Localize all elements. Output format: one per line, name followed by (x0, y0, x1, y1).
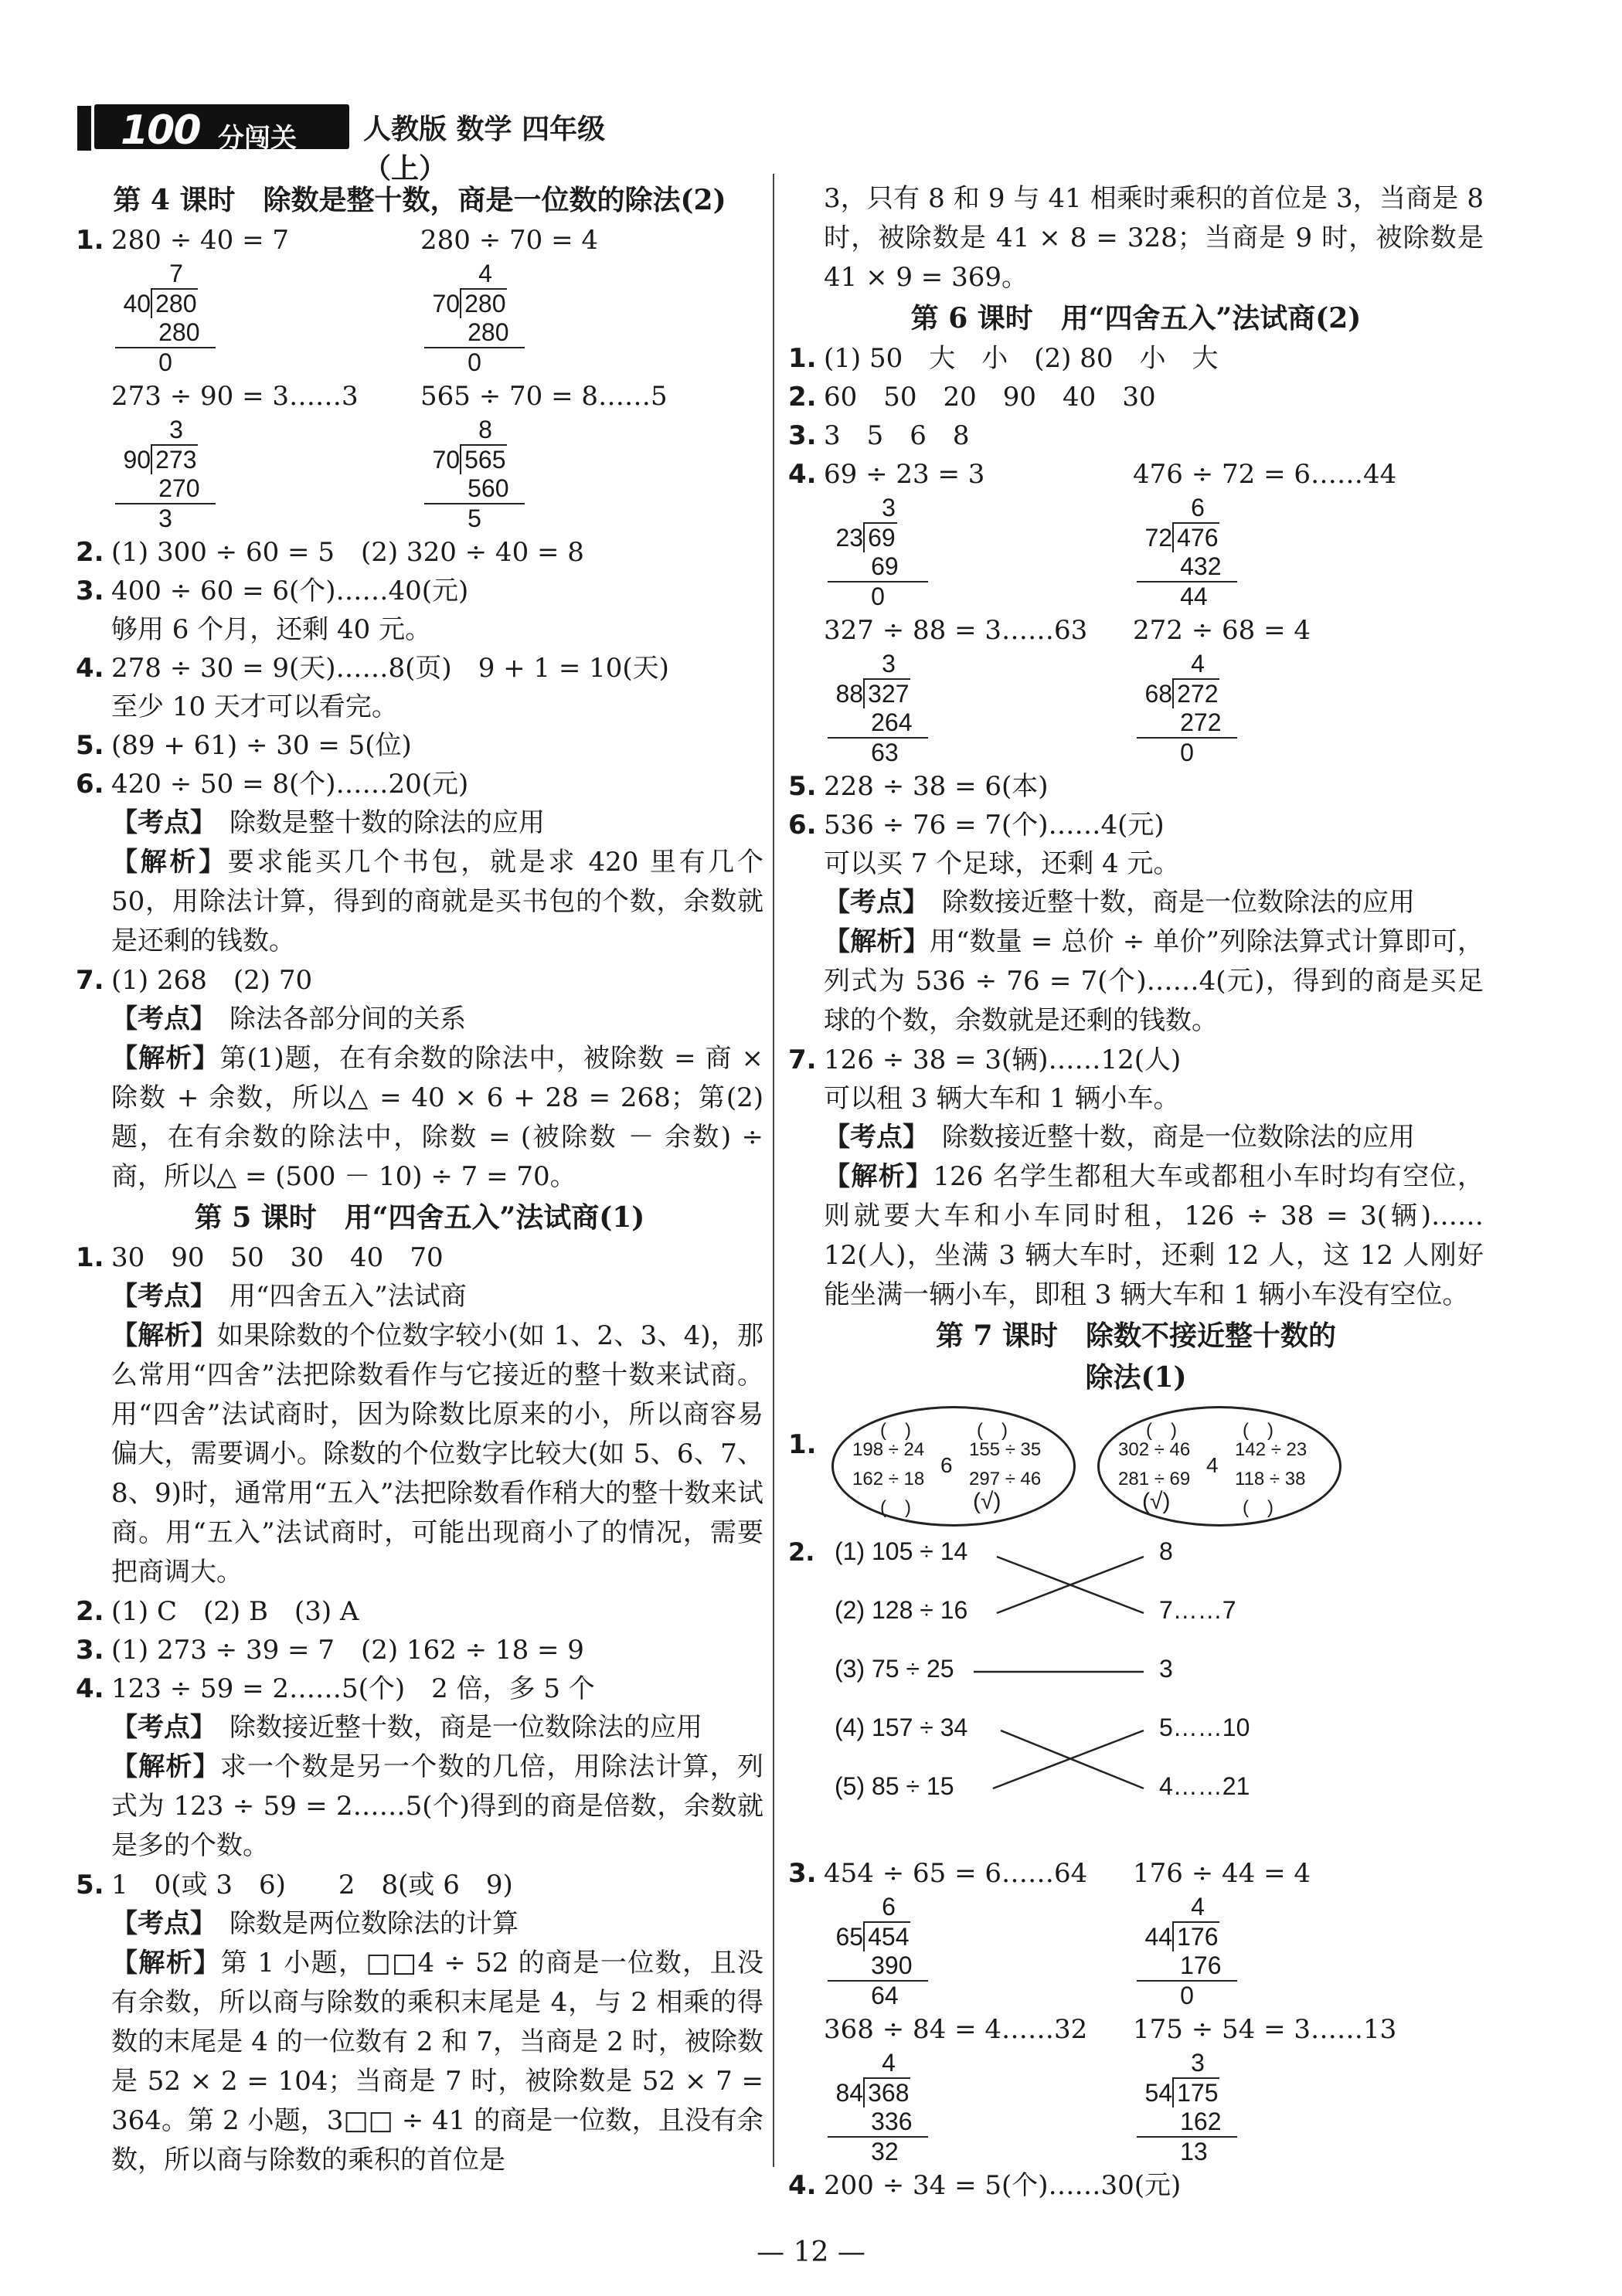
s7-q3-row2: 368 ÷ 84 = 4……32 175 ÷ 54 = 3……13 (824, 2014, 1397, 2045)
s4-q7-kaodian: 【考点】 除法各部分间的关系 (111, 1004, 466, 1034)
s5-q5-jiexi: 【解析】第 1 小题，□□4 ÷ 52 的商是一位数，且没有余数，所以商与除数的乘积末尾是 4，与 2 相乘的得数的末尾是 4 的一位数有 2 和 7，当商是 2 时，被除数是 52 × 2 = 104；当商是 7 时，被除数是 52 × 7 = 364。第 2 小题，3□□ ÷ 41 的商是一位数，且没有余数，所以商与除数的乘积的首位是 (111, 1948, 763, 2175)
section-title-4: 第 4 课时 除数是整十数，商是一位数的除法(2) (113, 184, 726, 216)
s4-q1-row2: 273 ÷ 90 = 3……3 565 ÷ 70 = 8……5 (111, 381, 668, 412)
s7-q3-long-division-a (788, 1893, 1484, 2010)
matching-lines (788, 1522, 1484, 1854)
s5-q1: 1. 30 90 50 30 40 70 (76, 1242, 444, 1273)
s5-q1-jiexi: 【解析】如果除数的个位数字较小(如 1、2、3、4)，那么常用“四舍”法把除数看作与它接近的整十数来试商。用“四舍”法试商时，因为除数比原来的小，所以商容易偏大，需要调小。除数的个位数字比较大(如 5、6、7、8、9)时，通常用“五入”法把除数看作稍大的整十数来试商。用“五入”法试商时，可能出现商小了的情况，需要把商调大。 (111, 1320, 763, 1588)
s6-q7-kaodian: 【考点】 除数接近整十数，商是一位数除法的应用 (824, 1122, 1415, 1153)
s5-q2: 2. (1) C (2) B (3) A (76, 1596, 359, 1627)
section-title-7: 第 7 课时 除数不接近整十数的 (935, 1320, 1337, 1352)
s6-q6-answer: 可以买 7 个足球，还剩 4 元。 (824, 848, 1180, 879)
logo (94, 104, 349, 154)
long-division: 6 72 476 432 44 (1137, 494, 1446, 611)
page-header (77, 97, 618, 185)
section-title-6: 第 6 课时 用“四舍五入”法试商(2) (910, 302, 1362, 335)
s5-q1-kaodian: 【考点】 用“四舍五入”法试商 (111, 1281, 467, 1312)
long-division: 3 88 327 264 63 (828, 650, 1137, 767)
long-division: 4 44 176 176 0 (1137, 1893, 1446, 2010)
s5-q5: 5. 1 0(或 3 6) 2 8(或 6 9) (76, 1870, 513, 1900)
s4-q5: 5. (89 + 61) ÷ 30 = 5(位) (76, 730, 412, 761)
column-divider (773, 174, 774, 2167)
section-title-7-line2: 除法(1) (1085, 1361, 1187, 1394)
left-column (76, 179, 763, 2180)
s6-q2: 2. 60 50 20 90 40 30 (788, 382, 1156, 413)
logo-bar (77, 106, 91, 151)
s6-q4-long-division-a (788, 494, 1484, 611)
long-division: 7 40 280 280 0 (115, 260, 424, 377)
logo-number: 100 (121, 107, 200, 154)
long-division: 8 70 565 560 5 (424, 416, 733, 533)
s7-q2-matching: 2. (1) 105 ÷ 14 (2) 128 ÷ 16 (3) 75 ÷ 25 (4) 157 ÷ 34 (5) 85 ÷ 15 8 7……7 3 5……10 4……21 (788, 1522, 1484, 1854)
s5-q4: 4. 123 ÷ 59 = 2……5(个) 2 倍，多 5 个 (76, 1673, 595, 1704)
s4-q7-jiexi: 【解析】第(1)题，在有余数的除法中，被除数 = 商 × 除数 + 余数，所以△ = 40 × 6 + 28 = 268；第(2)题，在有余数的除法中，除数 = (被除数 － 余数) ÷ 商，所以△ = (500 － 10) ÷ 7 = 70。 (111, 1043, 763, 1192)
s4-q2: 2. (1) 300 ÷ 60 = 5 (2) 320 ÷ 40 = 8 (76, 537, 584, 568)
s6-q4-long-division-b (788, 650, 1484, 767)
long-division: 3 90 273 270 3 (115, 416, 424, 533)
oval-quotient-4: ( ) ( ) 302 ÷ 46 142 ÷ 23 4 281 ÷ 69 118 ÷ 38 (√) ( ) (1097, 1406, 1341, 1527)
s4-q1-long-division-a (76, 260, 763, 377)
s6-q5: 5. 228 ÷ 38 = 6(本) (788, 771, 1049, 802)
long-division: 6 65 454 390 64 (828, 1893, 1137, 2010)
book-title: 人教版 数学 四年级（上） (363, 114, 606, 185)
s6-q3: 3. 3 5 6 8 (788, 420, 970, 451)
long-division: 4 68 272 272 0 (1137, 650, 1446, 767)
long-division: 4 70 280 280 0 (424, 260, 733, 377)
logo-text: 分闯关 (218, 123, 297, 154)
s7-q3-row1: 3. 454 ÷ 65 = 6……64 176 ÷ 44 = 4 (788, 1858, 1311, 1889)
s5-q5-kaodian: 【考点】 除数是两位数除法的计算 (111, 1908, 519, 1939)
s4-q6-jiexi: 【解析】要求能买几个书包，就是求 420 里有几个 50，用除法计算，得到的商就是买书包的个数，余数就是还剩的钱数。 (111, 847, 764, 956)
s4-q3-answer: 够用 6 个月，还剩 40 元。 (111, 614, 432, 645)
s5-q4-kaodian: 【考点】 除数接近整十数，商是一位数除法的应用 (111, 1712, 702, 1743)
s4-q7: 7. (1) 268 (2) 70 (76, 965, 313, 996)
page-number: — 12 — (757, 2237, 865, 2268)
continued-explanation: 3，只有 8 和 9 与 41 相乘时乘积的首位是 3，当商是 8 时，被除数是 41 × 8 = 328；当商是 9 时，被除数是 41 × 9 = 369。 (824, 183, 1484, 293)
s6-q4-row2: 327 ÷ 88 = 3……63 272 ÷ 68 = 4 (824, 615, 1311, 646)
s6-q7-jiexi: 【解析】126 名学生都租大车或都租小车时均有空位，则就要大车和小车同时租，126 ÷ 38 = 3(辆)……12(人)，坐满 3 辆大车时，还剩 12 人，这 12 人刚好能坐满一辆小车，即租 3 辆大车和 1 辆小车没有空位。 (824, 1161, 1484, 1310)
s6-q6-jiexi: 【解析】用“数量 = 总价 ÷ 单价”列除法算式计算即可，列式为 536 ÷ 76 = 7(个)……4(元)，得到的商是买足球的个数，余数就是还剩的钱数。 (824, 926, 1484, 1036)
s4-q1-row1: 1. 280 ÷ 40 = 7 280 ÷ 70 = 4 (76, 225, 598, 256)
s6-q4-row1: 4. 69 ÷ 23 = 3 476 ÷ 72 = 6……44 (788, 459, 1397, 490)
s7-q1-ovals: 1. ( ) ( ) 198 ÷ 24 155 ÷ 35 6 162 ÷ 18 297 ÷ 46 ( ) (√) ( ) ( ) 302 ÷ 46 142 ÷ 23 4 281 ÷ 69 118 ÷ 38 (√) ( ) (788, 1398, 1484, 1522)
section-title-5: 第 5 课时 用“四舍五入”法试商(1) (194, 1201, 645, 1234)
long-division: 4 84 368 336 32 (828, 2049, 1137, 2166)
s4-q6-kaodian: 【考点】 除数是整十数的除法的应用 (111, 807, 545, 838)
right-column (788, 179, 1484, 2205)
s6-q7: 7. 126 ÷ 38 = 3(辆)……12(人) (788, 1044, 1182, 1075)
s6-q7-answer: 可以租 3 辆大车和 1 辆小车。 (824, 1083, 1180, 1114)
s4-q6: 6. 420 ÷ 50 = 8(个)……20(元) (76, 769, 469, 800)
s4-q4: 4. 278 ÷ 30 = 9(天)……8(页) 9 + 1 = 10(天) (76, 653, 669, 684)
oval-quotient-6: ( ) ( ) 198 ÷ 24 155 ÷ 35 6 162 ÷ 18 297 ÷ 46 ( ) (√) (831, 1406, 1076, 1527)
s4-q3: 3. 400 ÷ 60 = 6(个)……40(元) (76, 576, 469, 606)
s4-q4-answer: 至少 10 天才可以看完。 (111, 691, 398, 722)
s6-q6: 6. 536 ÷ 76 = 7(个)……4(元) (788, 810, 1165, 841)
s6-q6-kaodian: 【考点】 除数接近整十数，商是一位数除法的应用 (824, 887, 1415, 918)
s5-q3: 3. (1) 273 ÷ 39 = 7 (2) 162 ÷ 18 = 9 (76, 1635, 584, 1666)
s7-q3-long-division-b (788, 2049, 1484, 2166)
s6-q1: 1. (1) 50 大 小 (2) 80 小 大 (788, 343, 1219, 374)
long-division: 3 23 69 69 0 (828, 494, 1137, 611)
long-division: 3 54 175 162 13 (1137, 2049, 1446, 2166)
s7-q4: 4. 200 ÷ 34 = 5(个)……30(元) (788, 2170, 1182, 2201)
s5-q4-jiexi: 【解析】求一个数是另一个数的几倍，用除法计算，列式为 123 ÷ 59 = 2……5(个)得到的商是倍数，余数就是多的个数。 (111, 1751, 764, 1861)
s4-q1-long-division-b (76, 416, 763, 533)
